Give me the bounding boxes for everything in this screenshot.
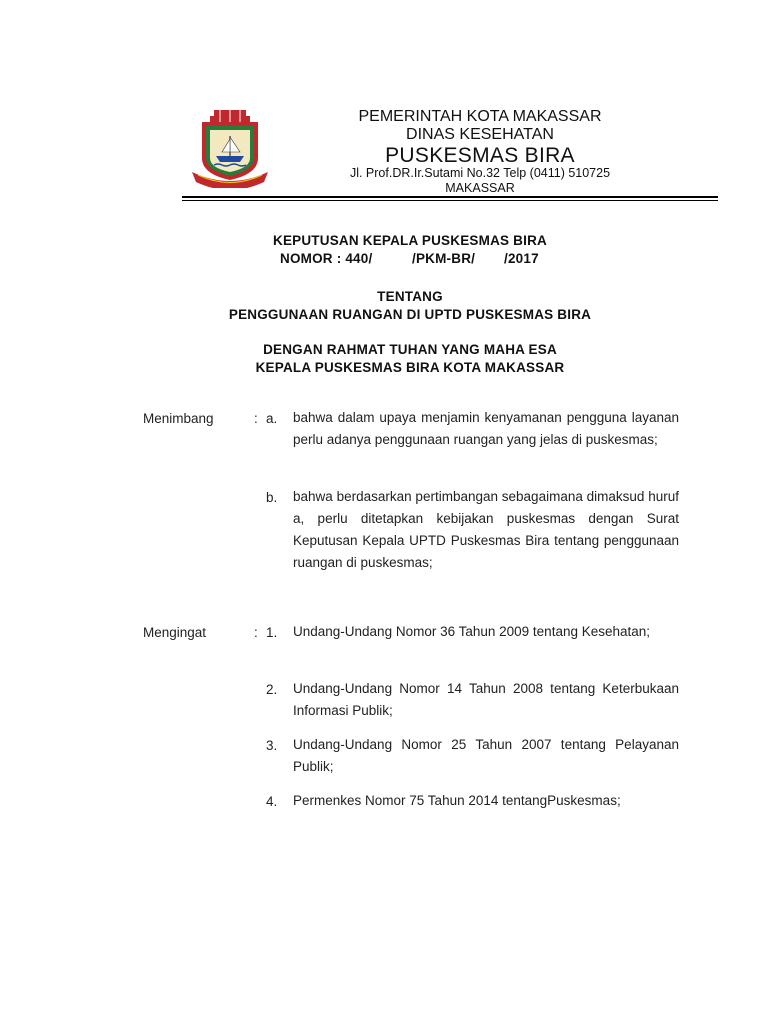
- menimbang-marker-a: a.: [266, 411, 278, 426]
- mengingat-marker-1: 1.: [266, 625, 278, 640]
- preamble-line-2: KEPALA PUSKESMAS BIRA KOTA MAKASSAR: [255, 360, 565, 375]
- menimbang-label: Menimbang: [143, 411, 214, 426]
- mengingat-marker-2: 2.: [266, 682, 278, 697]
- mengingat-item-3: Undang-Undang Nomor 25 Tahun 2007 tentang Pelayanan Publik;: [293, 737, 679, 774]
- mengingat-item-4: Permenkes Nomor 75 Tahun 2014 tentangPuskesmas;: [293, 793, 621, 808]
- mengingat-item-1: Undang-Undang Nomor 36 Tahun 2009 tentang Kesehatan;: [293, 624, 651, 639]
- decree-number-prefix: NOMOR : 440/: [280, 251, 373, 266]
- about-label: TENTANG: [377, 289, 443, 304]
- menimbang-item-b: bahwa berdasarkan pertimbangan sebagaimana dimaksud huruf a, perlu ditetapkan kebijakan puskesmas dengan Surat Keputusan Kepala UPTD Puskesmas Bira tentang penggunaan ruangan di puskesmas;: [293, 489, 679, 570]
- city-line: MAKASSAR: [445, 181, 515, 195]
- mengingat-colon: :: [254, 625, 258, 640]
- department-name: DINAS KESEHATAN: [406, 126, 554, 143]
- mengingat-label: Mengingat: [143, 625, 207, 640]
- decree-number-code: /PKM-BR/: [412, 251, 476, 266]
- mengingat-item-2: Undang-Undang Nomor 14 Tahun 2008 tentang Keterbukaan Informasi Publik;: [293, 681, 679, 718]
- menimbang-colon: :: [254, 411, 258, 426]
- menimbang-item-a: bahwa dalam upaya menjamin kenyamanan pengguna layanan perlu adanya penggunaan ruangan yang jelas di puskesmas;: [293, 410, 679, 447]
- decree-subject: PENGGUNAAN RUANGAN DI UPTD PUSKESMAS BIRA: [228, 307, 592, 322]
- government-name: PEMERINTAH KOTA MAKASSAR: [358, 108, 602, 125]
- decree-number-year: /2017: [504, 251, 539, 266]
- letterhead-divider-thick: [182, 196, 718, 198]
- mengingat-marker-4: 4.: [266, 794, 278, 809]
- address-line: Jl. Prof.DR.Ir.Sutami No.32 Telp (0411) 510725: [349, 166, 611, 180]
- institution-name: PUSKESMAS BIRA: [385, 144, 575, 167]
- decree-title: KEPUTUSAN KEPALA PUSKESMAS BIRA: [273, 233, 547, 248]
- preamble-line-1: DENGAN RAHMAT TUHAN YANG MAHA ESA: [263, 342, 557, 357]
- mengingat-marker-3: 3.: [266, 738, 278, 753]
- letterhead-divider-thin: [182, 200, 718, 201]
- menimbang-marker-b: b.: [266, 490, 278, 505]
- makassar-city-emblem-icon: [190, 108, 270, 188]
